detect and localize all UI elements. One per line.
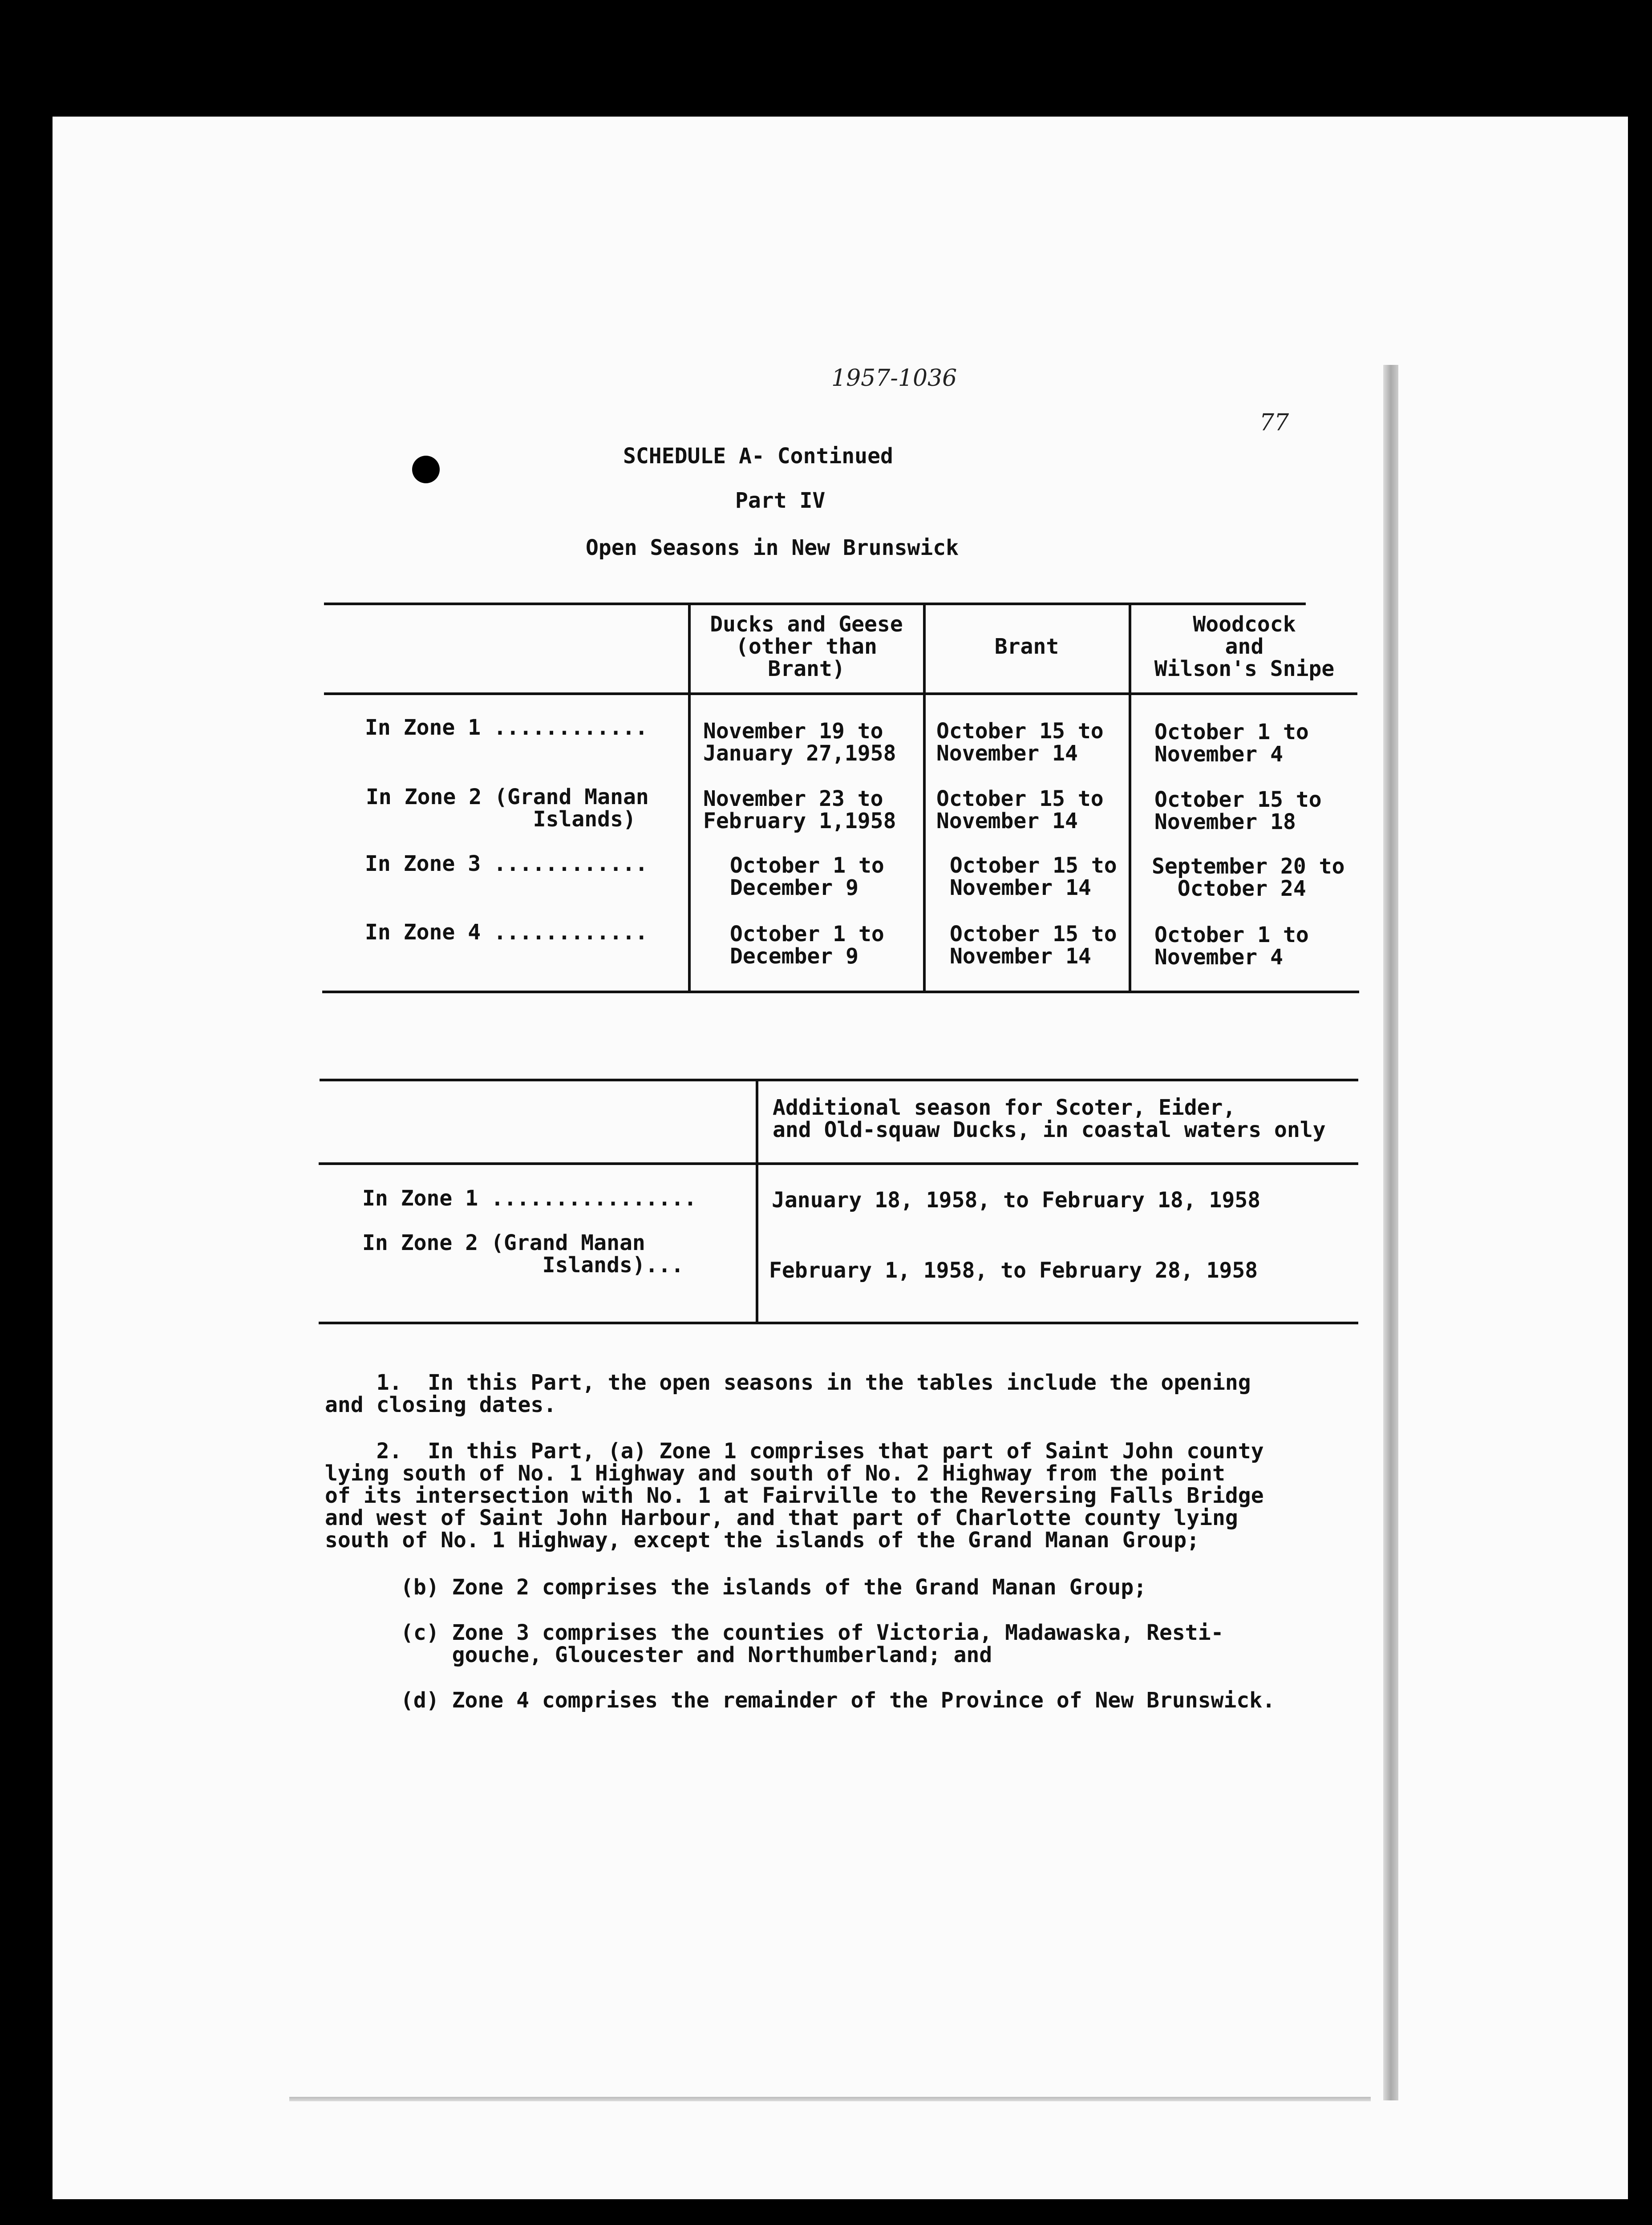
column-header-ducks: Ducks and Geese (other than Brant) [710, 612, 903, 681]
table-cell: October 1 to November 4 [1154, 720, 1309, 767]
table-cell: October 1 to December 9 [730, 922, 884, 969]
row-label: In Zone 2 (Grand Manan Islands) [366, 785, 649, 832]
table-top-rule [320, 1079, 1358, 1081]
table-cell: October 1 to November 4 [1154, 922, 1309, 970]
table-header-rule [319, 1162, 1358, 1165]
table-cell: February 1, 1958, to February 28, 1958 [769, 1258, 1258, 1283]
table-cell: January 18, 1958, to February 18, 1958 [772, 1188, 1261, 1213]
table-cell: November 19 to January 27,1958 [703, 719, 896, 766]
page-bottom-shadow [289, 2097, 1371, 2101]
note-2c: (c) Zone 3 comprises the counties of Victoria, Madawaska, Resti- gouche, Gloucester and Northumberland; and [401, 1620, 1224, 1667]
note-1: 1. In this Part, the open seasons in the tables include the opening and closing dates. [325, 1370, 1251, 1417]
page-number: 77 [1259, 409, 1289, 436]
table-bottom-rule [322, 991, 1359, 993]
column-divider [688, 603, 691, 991]
table-bottom-rule [319, 1322, 1358, 1324]
note-2b: (b) Zone 2 comprises the islands of the Grand Manan Group; [401, 1575, 1147, 1600]
binder-hole [412, 456, 440, 483]
column-header-additional-season: Additional season for Scoter, Eider, and Old-squaw Ducks, in coastal waters only [773, 1095, 1326, 1142]
part-heading: Part IV [735, 488, 826, 513]
schedule-heading: SCHEDULE A- Continued [623, 444, 893, 469]
row-label: In Zone 3 ............ [365, 851, 648, 876]
table-cell: November 23 to February 1,1958 [703, 786, 896, 833]
row-label: In Zone 1 ............ [365, 715, 648, 740]
column-divider [1129, 603, 1131, 991]
page-edge-shadow [1383, 365, 1398, 2100]
table-cell: October 15 to November 14 [950, 922, 1117, 969]
column-header-woodcock: Woodcock and Wilson's Snipe [1154, 612, 1335, 681]
row-label: In Zone 4 ............ [365, 920, 648, 945]
table-cell: September 20 to October 24 [1152, 854, 1345, 901]
table-top-rule [324, 603, 1306, 605]
table-header-rule [324, 692, 1357, 695]
row-label: In Zone 2 (Grand Manan Islands)... [362, 1230, 684, 1278]
table-cell: October 15 to November 14 [950, 853, 1117, 900]
column-divider [756, 1080, 758, 1323]
page-title: Open Seasons in New Brunswick [586, 535, 959, 560]
table-cell: October 1 to December 9 [730, 853, 884, 900]
table-cell: October 15 to November 14 [936, 786, 1104, 833]
column-divider [923, 603, 926, 991]
note-2d: (d) Zone 4 comprises the remainder of the Province of New Brunswick. [401, 1688, 1275, 1713]
note-2: 2. In this Part, (a) Zone 1 comprises that part of Saint John county lying south of No. 1 Highway and south of No. 2 Highway from the point of its intersection with No. 1 at Fairville to the Reversing Falls Bridge and west of Saint John Harbour, and that part of Charlotte county lying south of No. 1 Highway, except the islands of the Grand Manan Group; [325, 1439, 1264, 1553]
table-cell: October 15 to November 14 [936, 719, 1104, 766]
column-header-brant: Brant [994, 634, 1059, 659]
table-cell: October 15 to November 18 [1154, 787, 1322, 834]
handwritten-reference: 1957-1036 [831, 365, 957, 392]
row-label: In Zone 1 ................ [362, 1186, 697, 1211]
